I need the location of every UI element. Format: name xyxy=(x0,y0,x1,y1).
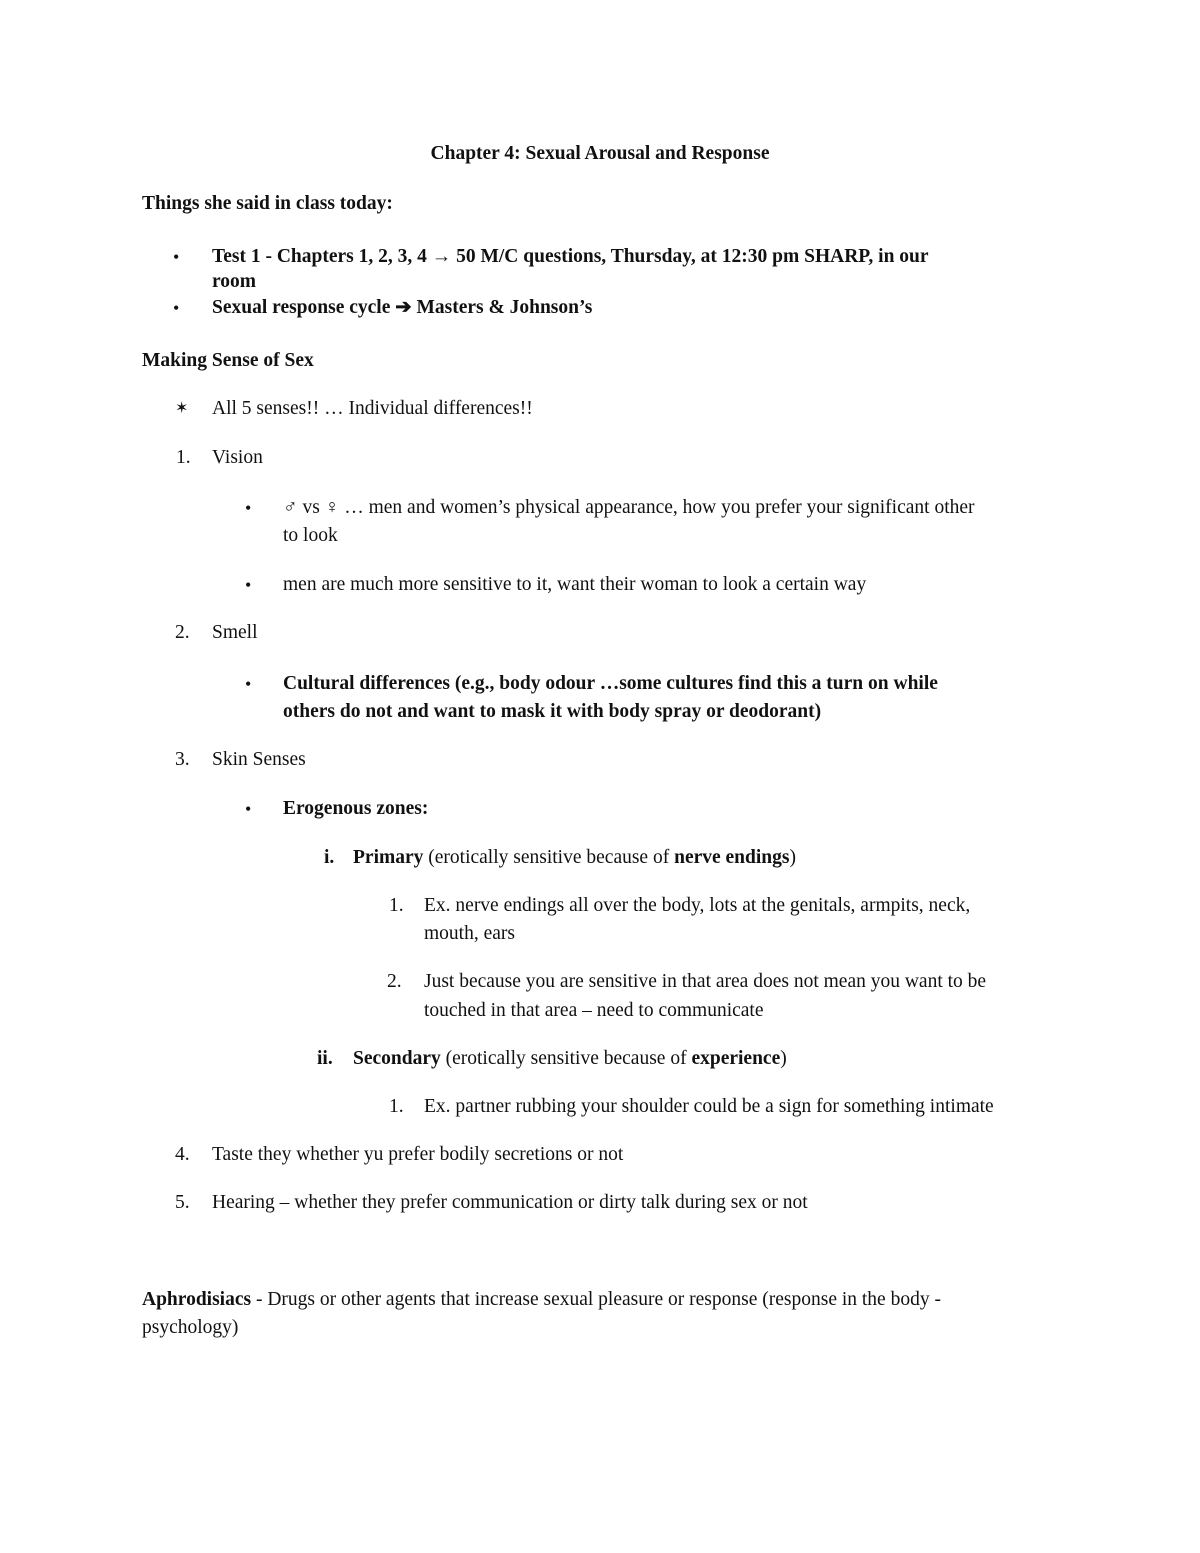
test-note-time: Thursday, at 12:30 pm SHARP, in our xyxy=(610,246,929,267)
list-number: 2. xyxy=(175,622,190,643)
bullet-icon: • xyxy=(173,247,180,267)
list-number: 1. xyxy=(176,447,191,468)
list-number: 5. xyxy=(175,1192,190,1213)
paren-close: ) xyxy=(780,1048,787,1069)
vision-label: Vision xyxy=(212,447,263,468)
primary-zone-note xyxy=(353,844,796,872)
vision-note-2: men are much more sensitive to it, want their woman to look a certain way xyxy=(283,574,867,595)
primary-term: Primary xyxy=(353,847,424,868)
bullet-icon: • xyxy=(245,674,252,694)
aphrodisiacs-def: - Drugs or other agents that increase sexual pleasure or response (response in the body - xyxy=(255,1289,941,1310)
bullet-icon: • xyxy=(245,575,252,595)
class-notes-heading: Things she said in class today: xyxy=(142,193,393,214)
smell-note-1-cont: others do not and want to mask it with body spray or deodorant) xyxy=(283,701,822,722)
bullet-icon: • xyxy=(173,298,180,318)
list-number: 4. xyxy=(175,1144,190,1165)
aphrodisiacs-term: Aphrodisiacs xyxy=(142,1289,252,1310)
list-numeral: ii. xyxy=(317,1048,333,1069)
test-note-line2: room xyxy=(212,271,257,292)
primary-desc: (erotically sensitive because of xyxy=(428,847,670,868)
erogenous-zones-label: Erogenous zones: xyxy=(283,798,429,819)
aphrodisiacs-definition xyxy=(142,1286,941,1314)
list-number: 1. xyxy=(389,895,404,916)
hearing-note: Hearing – whether they prefer communication or dirty talk during sex or not xyxy=(212,1192,808,1213)
secondary-example-1: Ex. partner rubbing your shoulder could be a sign for something intimate xyxy=(424,1096,994,1117)
bullet-icon: • xyxy=(245,799,252,819)
primary-example-2-cont: touched in that area – need to communicate xyxy=(424,1000,764,1021)
list-numeral: i. xyxy=(324,847,335,868)
star-icon: ✶ xyxy=(175,400,189,417)
skin-senses-label: Skin Senses xyxy=(212,749,306,770)
test-note-text: Test 1 - Chapters 1, 2, 3, 4 → 50 M/C questions, xyxy=(212,246,607,267)
list-number: 3. xyxy=(175,749,190,770)
secondary-zone-note xyxy=(353,1045,787,1073)
primary-keyword: nerve endings xyxy=(674,847,790,868)
response-cycle-note xyxy=(212,294,592,322)
vision-note-1-cont: to look xyxy=(283,525,338,546)
all-senses-note: All 5 senses!! … Individual differences!! xyxy=(212,398,533,419)
test-note-line1 xyxy=(212,243,929,271)
bullet-icon: • xyxy=(245,498,252,518)
secondary-term: Secondary xyxy=(353,1048,441,1069)
list-number: 2. xyxy=(387,971,402,992)
masters-johnson-text: Masters & Johnson’s xyxy=(416,297,593,318)
primary-example-2: Just because you are sensitive in that area does not mean you want to be xyxy=(424,971,987,992)
aphrodisiacs-definition-cont: psychology) xyxy=(142,1317,239,1338)
taste-note: Taste they whether yu prefer bodily secretions or not xyxy=(212,1144,624,1165)
smell-label: Smell xyxy=(212,622,258,643)
arrow-right-icon: ➔ xyxy=(395,297,412,318)
page-title: Chapter 4: Sexual Arousal and Response xyxy=(430,143,770,164)
vision-note-1: ♂ vs ♀ … men and women’s physical appearance, how you prefer your significant other xyxy=(283,497,975,518)
smell-note-1: Cultural differences (e.g., body odour …some cultures find this a turn on while xyxy=(283,673,938,694)
paren-close: ) xyxy=(789,847,796,868)
secondary-desc: (erotically sensitive because of xyxy=(445,1048,687,1069)
list-number: 1. xyxy=(389,1096,404,1117)
primary-example-1: Ex. nerve endings all over the body, lots at the genitals, armpits, neck, xyxy=(424,895,971,916)
secondary-keyword: experience xyxy=(691,1048,781,1069)
primary-example-1-cont: mouth, ears xyxy=(424,923,515,944)
making-sense-heading: Making Sense of Sex xyxy=(142,350,314,371)
response-cycle-text: Sexual response cycle xyxy=(212,297,391,318)
